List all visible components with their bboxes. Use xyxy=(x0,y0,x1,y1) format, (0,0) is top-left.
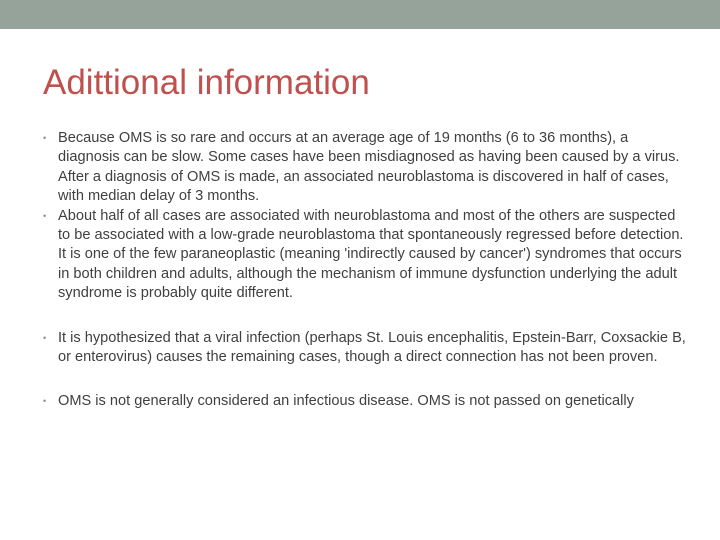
bullet-item xyxy=(43,207,688,304)
bullet-text: About half of all cases are associated with neuroblastoma and most of the others are suspected to be associated with a low-grade neuroblastoma that spontaneously regressed before detection. It is one of the few paraneoplastic (meaning 'indirectly caused by cancer') syndromes that occurs in both children and adults, although the mechanism of immune dysfunction underlying the adult syndrome is probably quite different. xyxy=(58,207,684,302)
slide-title: Adittional information xyxy=(43,63,370,102)
bullet-text: OMS is not generally considered an infectious disease. OMS is not passed on genetically xyxy=(58,393,634,410)
bullet-text: Because OMS is so rare and occurs at an average age of 19 months (6 to 36 months), a diagnosis can be slow. Some cases have been misdiagnosed as having been caused by a virus. After a diagnosis of OMS is made, an associated neuroblastoma is discovered in half of cases, with median delay of 3 months. xyxy=(58,130,680,205)
bullet-item xyxy=(43,129,688,207)
bullet-dot-icon: • xyxy=(43,332,47,343)
bullet-dot-icon: • xyxy=(43,396,47,407)
bullet-list xyxy=(43,129,688,412)
bullet-text: It is hypothesized that a viral infection (perhaps St. Louis encephalitis, Epstein-Barr, Coxsackie B, or enterovirus) causes the remaining cases, though a direct connection has not been proven. xyxy=(58,329,686,366)
bullet-dot-icon: • xyxy=(43,133,47,143)
top-banner-bar xyxy=(0,0,720,29)
bullet-item xyxy=(43,329,688,368)
bullet-dot-icon: • xyxy=(43,210,47,221)
bullet-item xyxy=(43,392,688,411)
